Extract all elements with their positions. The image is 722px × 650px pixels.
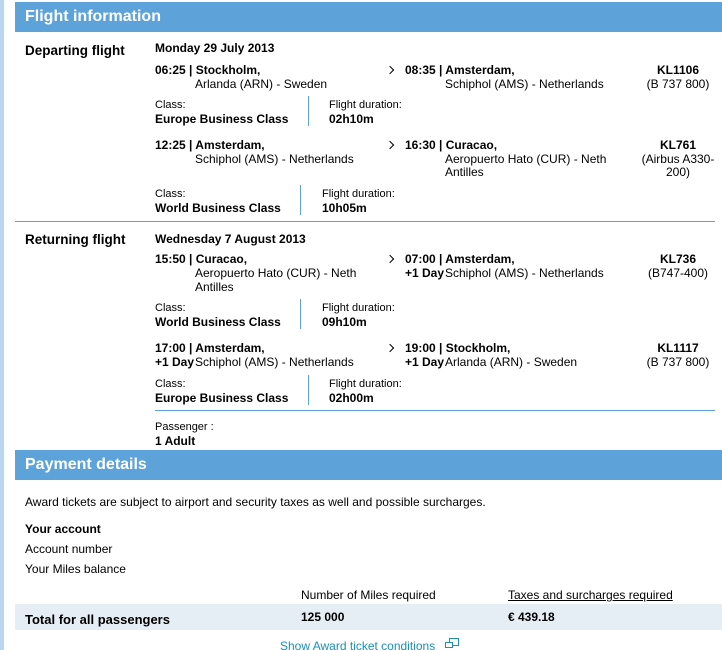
passenger-label: Passenger : bbox=[155, 421, 214, 433]
external-window-icon-back bbox=[445, 642, 453, 648]
leg-departure-airport: Aeropuerto Hato (CUR) - Neth bbox=[195, 266, 357, 280]
leg-departure-time-city: 12:25 | Amsterdam, bbox=[155, 138, 265, 152]
class-value: Europe Business Class bbox=[155, 112, 289, 126]
miles-required-label: Number of Miles required bbox=[301, 588, 436, 602]
flight-number: KL1106 bbox=[656, 63, 700, 77]
divider bbox=[300, 299, 301, 329]
section-divider bbox=[155, 410, 715, 411]
flight-number: KL1117 bbox=[657, 341, 699, 355]
class-label: Class: bbox=[155, 188, 186, 200]
total-miles: 125 000 bbox=[301, 610, 345, 624]
leg-arrival-airport: Schiphol (AMS) - Netherlands bbox=[445, 266, 604, 280]
flight-duration-value: 02h00m bbox=[329, 391, 374, 405]
aircraft-type-cont: 200) bbox=[665, 165, 691, 179]
departing-date: Monday 29 July 2013 bbox=[155, 41, 275, 55]
class-value: World Business Class bbox=[155, 201, 281, 215]
leg-departure-airport-cont: Antilles bbox=[195, 280, 234, 294]
section-divider bbox=[15, 221, 715, 222]
class-label: Class: bbox=[155, 378, 186, 390]
aircraft-type: (B747-400) bbox=[647, 266, 709, 280]
leg-arrival-time-city: 07:00 | Amsterdam, bbox=[405, 252, 515, 266]
flight-duration-label: Flight duration: bbox=[329, 378, 402, 390]
class-label: Class: bbox=[155, 99, 186, 111]
leg-departure-airport: Schiphol (AMS) - Netherlands bbox=[195, 152, 354, 166]
aircraft-type: (Airbus A330- bbox=[641, 152, 715, 166]
leg-departure-time-city: 06:25 | Stockholm, bbox=[155, 63, 261, 77]
flight-duration-value: 02h10m bbox=[329, 112, 374, 126]
total-taxes: € 439.18 bbox=[508, 610, 555, 624]
award-ticket-notice: Award tickets are subject to airport and security taxes as well and possible surcharges. bbox=[25, 495, 486, 509]
miles-balance-label: Your Miles balance bbox=[25, 562, 126, 576]
your-account-label: Your account bbox=[25, 522, 101, 536]
leg-arrival-airport: Schiphol (AMS) - Netherlands bbox=[445, 77, 604, 91]
flight-duration-label: Flight duration: bbox=[322, 302, 395, 314]
flight-number: KL736 bbox=[659, 252, 697, 266]
leg-arrival-time-city: 16:30 | Curacao, bbox=[405, 138, 498, 152]
flight-duration-value: 09h10m bbox=[322, 315, 367, 329]
passenger-value: 1 Adult bbox=[155, 434, 196, 448]
returning-flight-title: Returning flight bbox=[25, 232, 126, 247]
leg-arrival-time-city: 08:35 | Amsterdam, bbox=[405, 63, 515, 77]
total-label: Total for all passengers bbox=[25, 612, 170, 627]
divider bbox=[300, 185, 301, 215]
departing-flight-title: Departing flight bbox=[25, 43, 125, 58]
leg-departure-airport: Schiphol (AMS) - Netherlands bbox=[195, 355, 354, 369]
leg-arrival-airport: Arlanda (ARN) - Sweden bbox=[445, 355, 578, 369]
divider bbox=[308, 375, 309, 405]
leg-arrival-airport-cont: Antilles bbox=[445, 165, 484, 179]
taxes-surcharges-link[interactable]: Taxes and surcharges required bbox=[508, 588, 673, 602]
leg-departure-time-city: 15:50 | Curacao, bbox=[155, 252, 248, 266]
leg-arrival-day-offset: +1 Day bbox=[405, 266, 445, 280]
leg-arrival-day-offset: +1 Day bbox=[405, 355, 445, 369]
account-number-label: Account number bbox=[25, 542, 113, 556]
aircraft-type: (B 737 800) bbox=[646, 355, 710, 369]
flight-number: KL761 bbox=[659, 138, 697, 152]
class-value: Europe Business Class bbox=[155, 391, 289, 405]
leg-departure-day-offset: +1 Day bbox=[155, 355, 195, 369]
leg-arrival-airport: Aeropuerto Hato (CUR) - Neth bbox=[445, 152, 607, 166]
leg-departure-time-city: 17:00 | Amsterdam, bbox=[155, 341, 265, 355]
leg-arrival-time-city: 19:00 | Stockholm, bbox=[405, 341, 511, 355]
chevron-right-icon bbox=[386, 141, 394, 149]
class-label: Class: bbox=[155, 302, 186, 314]
class-value: World Business Class bbox=[155, 315, 281, 329]
chevron-right-icon bbox=[386, 66, 394, 74]
returning-date: Wednesday 7 August 2013 bbox=[155, 232, 306, 246]
divider bbox=[308, 96, 309, 126]
flight-duration-value: 10h05m bbox=[322, 201, 367, 215]
flight-information-header: Flight information bbox=[15, 2, 722, 32]
leg-departure-airport: Arlanda (ARN) - Sweden bbox=[195, 77, 328, 91]
flight-duration-label: Flight duration: bbox=[329, 99, 402, 111]
chevron-right-icon bbox=[386, 255, 394, 263]
aircraft-type: (B 737 800) bbox=[646, 77, 710, 91]
chevron-right-icon bbox=[386, 344, 394, 352]
left-edge-bar bbox=[0, 0, 4, 650]
payment-details-header: Payment details bbox=[15, 450, 722, 480]
flight-duration-label: Flight duration: bbox=[322, 188, 395, 200]
award-conditions-link[interactable]: Show Award ticket conditions bbox=[280, 639, 436, 650]
